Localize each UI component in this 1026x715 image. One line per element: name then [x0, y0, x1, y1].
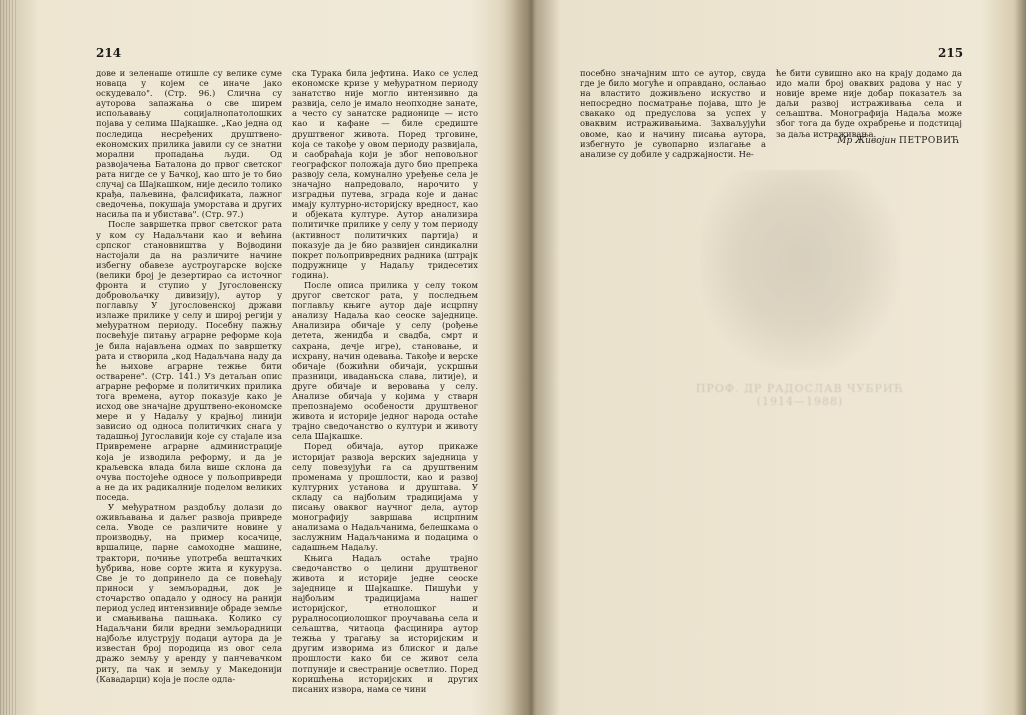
paragraph: У међуратном раздобљу долази до оживљавања и даљег развоја привреде села. Уводе се различите новине у производњу, на пример косачице, вршалице, парне самоходне машине, трактори, почиње употреба вештачких ђубрива, нове сорте жита и кукуруза. Све је то допринело да се повећају приноси у земљорадњи, док је сточарство опадало у односу на ранији период услед интензивније обраде земље и смањивања пашњака. Колико су Надаљчани били вредни земљорадници најбоље илуструју подаци аутора да је известан број породица из овог села дражо земљу у аренду у панчевачком риту, па чак и земљу у Македонији (Кавадарци) која је после одла- [96, 502, 282, 684]
bleed-through-title: ПРОФ. ДР РАДОСЛАВ ЧУБРИЋ (1914—1988) [695, 382, 905, 408]
paragraph: После завршетка првог светског рата у ком су Надаљчани као и већина српског становништва у Војводини настојали да на различите начине избегну обавезе аустроугарске војске (велики број је дезертирао са источног фронта и ступио у Југословенску добровољачку дивизију), аутор у поглављу У југословенској држави излаже прилике у селу и широј регији у међуратном периоду. Посебну пажњу посвећује питању аграрне реформе која је била најављена одмах по завршетку рата и створила „код Надаљчана наду да ће њихове аграрне тежње бити остварене". (Стр. 141.) Уз детаљан опис аграрне реформе и политичких прилика тога времена, аутор показује како је исход ове значајне друштвено-економске мере и у Надаљу у крајњој линији зависио од односа политичких снага у тадашњој Југославији које су стајале иза Привремене аграрне администрације која је изводила реформу, и да је краљевска влада била више склона да очува постојеће односе у пољопривреди а не да их радикалније поделом великих поседа. [96, 219, 282, 502]
signature-surname: ПЕТРОВИЋ [899, 136, 960, 146]
right-column-1 [580, 68, 766, 159]
page-edge-stack [0, 0, 16, 715]
paragraph: ска Турака била јефтина. Иако се услед економске кризе у међуратном периоду занатство није могло интензивно да развија, село је имало неопходне занате, а често су занатске радионице — исто као и кафане — биле средиште друштвеног живота. Поред трговине, која се такође у овом периоду развијала, и саобраћаја који је због неповољног географског положаја дуго био препрека развоју села, комунално уређење села је значајно напредовало, нарочито у изградњи путева, зграда које и данас имају културно-историјску вредност, као и објеката културе. Аутор анализира политичке прилике у селу у том периоду (активност политичких партија) и показује да је био развијен синдикални покрет пољопривредних радника (штрајк подружнице у Надаљу тридесетих година). [292, 68, 478, 280]
right-page-number: 215 [938, 46, 964, 60]
paragraph: Поред обичаја, аутор прикаже историјат развоја верских заједница у селу повезујући га са друштвеним променама у прошлости, као и развој културних установа и друштава. У складу са најбољим традицијама у писању оваквог научног дела, аутор монографију завршава исцрпним анализама о Надаљчанима, белешкама о заслужним Надаљчанима и подацима о садашњем Надаљу. [292, 441, 478, 553]
paragraph: Књига Надаљ остаће трајно сведочанство о целини друштвеног живота и историје једне сеоске заједнице и Шајкашке. Пишући у најбољим традицијама нашег историјског, етнолошког и руралносоциолошког проучавања села и сељаштва, читаоца фасцинира аутор тежња у трагању за историјским и другим изворима из блиског и даље прошлости како би се живот села потпуније и свестраније осветлио. Поред коришћења историјских и других писаних извора, нама се чини [292, 552, 478, 694]
paragraph: посебно значајним што се аутор, свуда где је било могуће и оправдано, ослањао на властито доживљено искуство и непосредно посматрање појава, што је свакако од предуслова за успех у оваквим истраживањима. Захваљујући овоме, као и начину писања аутора, избегнуто је сувопарно излагање а анализе су добиле у садржајности. Не- [580, 68, 766, 159]
paragraph: ће бити сувишно ако на крају додамо да идо мали број оваквих радова у нас у новије време није добар показатељ за даљи развој истраживања села и сељаштва. Монографија Надаља може због тога да буде охрабрење и подстицај за даља истраживања. [776, 68, 962, 139]
bleed-through-portrait [700, 170, 900, 370]
paragraph: дове и зеленаше отишле су велике суме новаца у којем се иначе јако оскудевало". (Стр. 96.) Слична су ауторова запажања о све ширем испољавању социјалнопатолошких појава у селима Шајкашке. „Као једна од последица несређених друштвено-економских прилика јавили су се знатни морални пропадања људи. Од развојачења Баталона до првог светског рата нигде се у Бачкој, као што је то био случај са Шајкашком, није десило толико крађа, паљевина, фалсификата, лажног сведочења, покушаја уморстава и других насиља па и убистава". (Стр. 97.) [96, 68, 282, 220]
author-signature [820, 136, 960, 146]
right-page [530, 0, 1026, 715]
bleed-through-area [580, 170, 1000, 690]
paragraph: После описа прилика у селу током другог светског рата, у последњем поглављу књиге аутор даје исцрпну анализу Надаља као сеоске заједнице. Анализира обичаје у селу (рођење детета, женидба и свадба, смрт и сахрана, дечје игре), становање, и исхрану, начин одевања. Такође и верске обичаје (божићни обичаји, ускршњи празници, иваданьска слава, литије), и друге обичаје и веровања у селу. Анализе обичаја у којима у стварн препознајемо особености друштвеног живота и историје једног народа остаће трајно сведочанство о култури и животу села Шајкашке. [292, 279, 478, 442]
signature-prefix: Мр Живојин [837, 136, 897, 146]
left-column-2 [292, 68, 478, 694]
left-page-number: 214 [96, 46, 122, 60]
left-column-1 [96, 68, 282, 684]
